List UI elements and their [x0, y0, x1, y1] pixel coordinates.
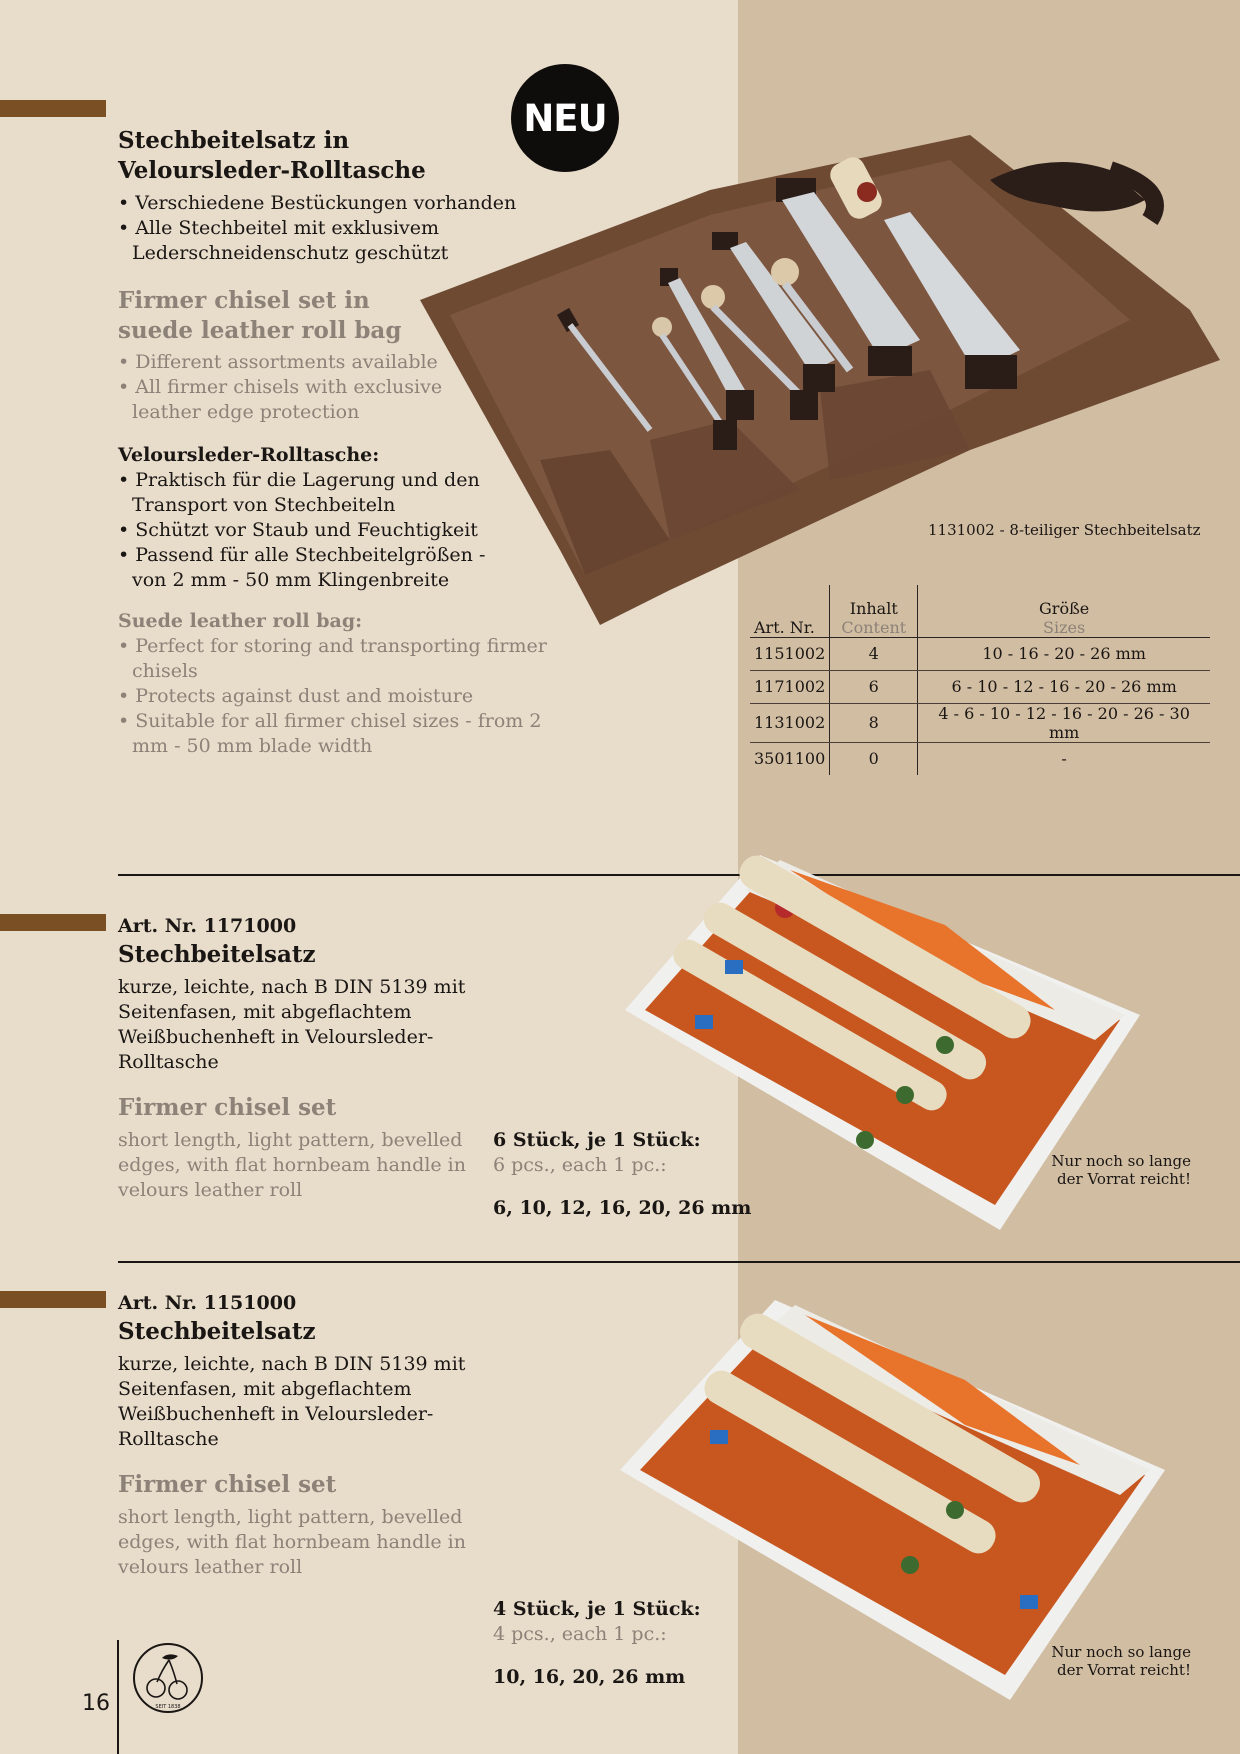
bullet-item: • Protects against dust and moisture	[118, 684, 548, 709]
section2-title-en: Firmer chisel set	[118, 1094, 337, 1121]
section3-sizes: 10, 16, 20, 26 mm	[493, 1666, 686, 1688]
section-accent-bar	[0, 100, 106, 117]
page-number: 16	[82, 1691, 110, 1716]
cell-sizes: 6 - 10 - 12 - 16 - 20 - 26 mm	[918, 670, 1210, 703]
table-header-row	[750, 585, 1210, 637]
col-header-content	[830, 585, 918, 637]
section-divider	[118, 1261, 1240, 1263]
section2-title-de: Stechbeitelsatz	[118, 941, 316, 968]
table-row	[750, 670, 1210, 703]
bullet-item: • Different assortments available	[118, 350, 478, 375]
col-header-art-nr	[750, 585, 830, 637]
new-badge: NEU	[511, 64, 619, 172]
stock-note-line2: der Vorrat reicht!	[1057, 1170, 1191, 1188]
section-accent-bar	[0, 1291, 106, 1308]
content-label-de: Inhalt	[849, 598, 898, 618]
stock-note-line1: Nur noch so lange	[1051, 1643, 1191, 1661]
col-header-sizes	[918, 585, 1210, 637]
table-row	[750, 637, 1210, 670]
section1-title-de: Stechbeitelsatz in Veloursleder-Rolltasche	[118, 127, 426, 184]
bullet-item: • Passend für alle Stechbeitelgrößen - von 2 mm - 50 mm Klingenbreite	[118, 543, 518, 593]
cell-content: 8	[830, 703, 918, 742]
section-accent-bar	[0, 914, 106, 931]
leather-roll-chisel-photo	[410, 120, 1230, 640]
section1-photo-caption: 1131002 - 8-teiliger Stechbeitelsatz	[928, 521, 1201, 539]
cell-content: 4	[830, 637, 918, 670]
cell-art-nr: 3501100	[750, 742, 830, 775]
cell-art-nr: 1131002	[750, 703, 830, 742]
stock-note-line2: der Vorrat reicht!	[1057, 1661, 1191, 1679]
bullet-item: • Praktisch für die Lagerung und den Transport von Stechbeiteln	[118, 468, 518, 518]
roll-bag-bullets-en	[118, 634, 548, 759]
bullet-item: • Verschiedene Bestückungen vorhanden	[118, 191, 538, 216]
bullet-item: • Suitable for all firmer chisel sizes - from 2 mm - 50 mm blade width	[118, 709, 548, 759]
cell-art-nr: 1151002	[750, 637, 830, 670]
section2-stock-note	[1046, 1152, 1191, 1188]
bullet-item: • All firmer chisels with exclusive leather edge protection	[118, 375, 478, 425]
bullet-item: • Alle Stechbeitel mit exklusivem Lederschneidenschutz geschützt	[118, 216, 538, 266]
section3-desc-en: short length, light pattern, bevelled edges, with flat hornbeam handle in velours leather roll	[118, 1506, 466, 1578]
section3-pieces-en: 4 pcs., each 1 pc.:	[493, 1623, 667, 1645]
section3-desc-de: kurze, leichte, nach B DIN 5139 mit Seitenfasen, mit abgeflachtem Weißbuchenheft in Veloursleder-Rolltasche	[118, 1353, 466, 1450]
section1-title-en: Firmer chisel set in suede leather roll bag	[118, 287, 402, 344]
cell-art-nr: 1171002	[750, 670, 830, 703]
content-label-en: Content	[841, 617, 907, 637]
section3-title-de: Stechbeitelsatz	[118, 1318, 316, 1345]
roll-bag-heading-de: Veloursleder-Rolltasche:	[118, 444, 380, 466]
page-number-rule	[117, 1640, 119, 1754]
bullet-item: • Perfect for storing and transporting firmer chisels	[118, 634, 548, 684]
section3-title-en: Firmer chisel set	[118, 1471, 337, 1498]
cell-content: 0	[830, 742, 918, 775]
table-row	[750, 742, 1210, 775]
section3-art-nr: Art. Nr. 1151000	[118, 1292, 297, 1314]
cell-sizes: 10 - 16 - 20 - 26 mm	[918, 637, 1210, 670]
roll-bag-heading-en: Suede leather roll bag:	[118, 610, 363, 632]
logo-text: SEIT 1838	[155, 1704, 181, 1710]
stock-note-line1: Nur noch so lange	[1051, 1152, 1191, 1170]
section2-sizes: 6, 10, 12, 16, 20, 26 mm	[493, 1197, 752, 1219]
sizes-label-en: Sizes	[1043, 617, 1086, 637]
section2-pieces-en: 6 pcs., each 1 pc.:	[493, 1154, 667, 1176]
section3-pieces-de: 4 Stück, je 1 Stück:	[493, 1598, 701, 1620]
section2-art-nr: Art. Nr. 1171000	[118, 915, 297, 937]
art-nr-label: Art. Nr.	[754, 617, 815, 637]
bullet-item: • Schützt vor Staub und Feuchtigkeit	[118, 518, 518, 543]
cell-sizes: 4 - 6 - 10 - 12 - 16 - 20 - 26 - 30 mm	[918, 703, 1210, 742]
article-size-table	[750, 585, 1210, 775]
table-row	[750, 703, 1210, 742]
section2-desc-en: short length, light pattern, bevelled edges, with flat hornbeam handle in velours leather roll	[118, 1129, 466, 1201]
cherry-logo	[132, 1642, 204, 1714]
cell-content: 6	[830, 670, 918, 703]
section3-stock-note	[1046, 1643, 1191, 1679]
section2-pieces-de: 6 Stück, je 1 Stück:	[493, 1129, 701, 1151]
section2-desc-de: kurze, leichte, nach B DIN 5139 mit Seitenfasen, mit abgeflachtem Weißbuchenheft in Veloursleder-Rolltasche	[118, 976, 466, 1073]
sizes-label-de: Größe	[1039, 598, 1090, 618]
cell-sizes: -	[1061, 749, 1067, 768]
